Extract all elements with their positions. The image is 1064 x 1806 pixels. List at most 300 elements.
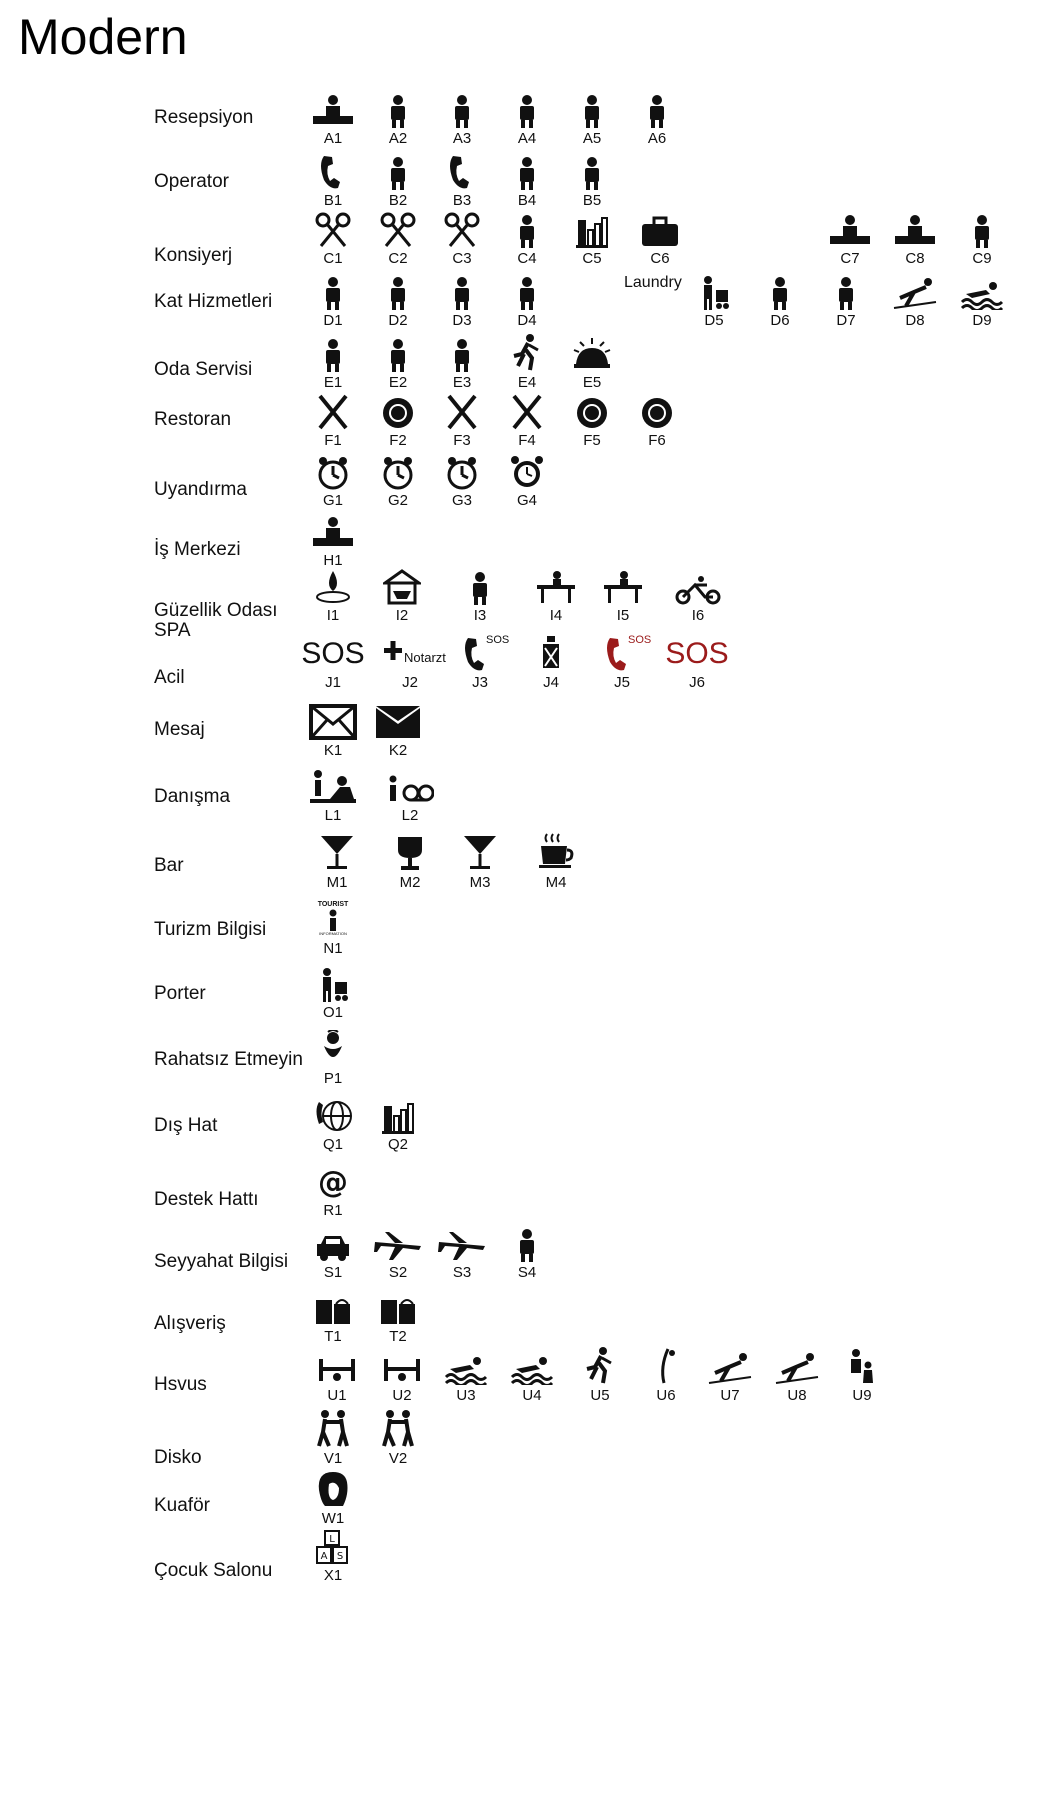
pictogram-icon: [593, 565, 653, 605]
pictogram-code: C8: [905, 250, 925, 267]
pictogram-j3: [450, 632, 510, 691]
pictogram-s4: [497, 1222, 557, 1281]
pictogram-code: U5: [590, 1387, 610, 1404]
pictogram-icon: [303, 898, 363, 938]
pictogram-icon: [627, 88, 687, 128]
pictogram-icon: [368, 450, 428, 490]
category-label: Acil: [154, 667, 185, 688]
pictogram-icon: [562, 88, 622, 128]
pictogram-d1: [303, 270, 363, 329]
pictogram-c7: [820, 208, 880, 267]
pictogram-icon: [303, 1286, 363, 1326]
pictogram-u8: [767, 1345, 827, 1404]
pictogram-code: C7: [840, 250, 860, 267]
pictogram-code: I1: [326, 607, 340, 624]
pictogram-icon: [303, 150, 363, 190]
category-row: [0, 1286, 1064, 1346]
category-label: Turizm Bilgisi: [154, 919, 267, 940]
pictogram-code: F5: [583, 432, 601, 449]
pictogram-c1: [303, 208, 363, 267]
pictogram-icon: [502, 1345, 562, 1385]
pictogram-e1: [303, 332, 363, 391]
pictogram-code: V1: [323, 1450, 343, 1467]
pictogram-icon: [432, 1222, 492, 1262]
pictogram-v2: [368, 1408, 428, 1467]
pictogram-code: D5: [704, 312, 724, 329]
category-row: [0, 1160, 1064, 1220]
pictogram-icon: [497, 88, 557, 128]
pictogram-f1: [303, 390, 363, 449]
pictogram-code: T2: [389, 1328, 407, 1345]
pictogram-q1: [303, 1094, 363, 1153]
pictogram-u9: [832, 1345, 892, 1404]
category-row: [0, 88, 1064, 148]
pictogram-code: J5: [614, 674, 630, 691]
pictogram-icon: [497, 390, 557, 430]
pictogram-i2: [372, 565, 432, 624]
category-row: [0, 450, 1064, 510]
pictogram-u3: [436, 1345, 496, 1404]
pictogram-code: F4: [518, 432, 536, 449]
pictogram-icon: [303, 1094, 363, 1134]
pictogram-code: M1: [326, 874, 348, 891]
pictogram-b5: [562, 150, 622, 209]
pictogram-code: U3: [456, 1387, 476, 1404]
pictogram-icon: [700, 1345, 760, 1385]
pictogram-d7: [816, 270, 876, 329]
category-label: Mesaj: [154, 719, 205, 740]
pictogram-icon: [432, 270, 492, 310]
pictogram-code: X1: [323, 1567, 343, 1584]
pictogram-icon: [820, 208, 880, 248]
category-row: [0, 962, 1064, 1022]
pictogram-c6: [630, 208, 690, 267]
pictogram-e4: [497, 332, 557, 391]
pictogram-icon: [368, 700, 428, 740]
category-row: [0, 1094, 1064, 1154]
pictogram-icon: [303, 1468, 363, 1508]
category-label: Operator: [154, 171, 229, 192]
pictogram-t1: [303, 1286, 363, 1345]
category-row: [0, 1525, 1064, 1585]
pictogram-a4: [497, 88, 557, 147]
pictogram-v1: [303, 1408, 363, 1467]
pictogram-icon: [303, 332, 363, 372]
pictogram-code: T1: [324, 1328, 342, 1345]
pictogram-code: M3: [469, 874, 491, 891]
pictogram-code: U1: [327, 1387, 347, 1404]
pictogram-a2: [368, 88, 428, 147]
pictogram-code: K1: [323, 742, 343, 759]
pictogram-icon: [526, 832, 586, 872]
pictogram-icon: [432, 332, 492, 372]
pictogram-b3: [432, 150, 492, 209]
pictogram-code: E2: [388, 374, 408, 391]
pictogram-icon: [885, 208, 945, 248]
pictogram-icon: [303, 632, 363, 672]
pictogram-icon: [303, 390, 363, 430]
pictogram-j1: [303, 632, 363, 691]
category-label: Kat Hizmetleri: [154, 291, 273, 312]
category-row: [0, 1028, 1064, 1088]
pictogram-icon: [570, 1345, 630, 1385]
pictogram-icon: [627, 390, 687, 430]
pictogram-code: C2: [388, 250, 408, 267]
pictogram-code: L2: [401, 807, 419, 824]
pictogram-code: A4: [517, 130, 537, 147]
pictogram-d2: [368, 270, 428, 329]
pictogram-code: U4: [522, 1387, 542, 1404]
pictogram-icon: [497, 450, 557, 490]
pictogram-code: E3: [452, 374, 472, 391]
svg-text:@: @: [318, 1166, 348, 1200]
category-label: Restoran: [154, 409, 232, 430]
pictogram-icon: [816, 270, 876, 310]
pictogram-icon: [750, 270, 810, 310]
pictogram-m2: [380, 832, 440, 891]
pictogram-d4: [497, 270, 557, 329]
pictogram-h1: [303, 510, 363, 569]
pictogram-icon: [450, 632, 510, 672]
pictogram-c8: [885, 208, 945, 267]
pictogram-code: F6: [648, 432, 666, 449]
category-row: [0, 270, 1064, 330]
category-label: Seyyahat Bilgisi: [154, 1251, 289, 1272]
pictogram-a5: [562, 88, 622, 147]
pictogram-g4: [497, 450, 557, 509]
pictogram-code: J2: [402, 674, 418, 691]
pictogram-code: D6: [770, 312, 790, 329]
pictogram-icon: [368, 208, 428, 248]
pictogram-u6: [636, 1345, 696, 1404]
pictogram-icon: [832, 1345, 892, 1385]
pictogram-code: S4: [517, 1264, 537, 1281]
pictogram-code: C1: [323, 250, 343, 267]
pictogram-icon: [303, 1160, 363, 1200]
category-row: [0, 510, 1064, 570]
svg-text:L: L: [329, 1534, 335, 1545]
category-row: [0, 1408, 1064, 1468]
pictogram-d8: [885, 270, 945, 329]
category-label: Çocuk Salonu: [154, 1560, 273, 1581]
pictogram-code: Q2: [387, 1136, 408, 1153]
category-label: Güzellik Odası SPA: [154, 600, 278, 641]
category-label: Disko: [154, 1447, 202, 1468]
pictogram-p1: [303, 1028, 363, 1087]
pictogram-icon: [303, 1408, 363, 1448]
pictogram-code: B1: [323, 192, 343, 209]
pictogram-code: F2: [389, 432, 407, 449]
pictogram-code: F3: [453, 432, 471, 449]
pictogram-icon: [303, 1222, 363, 1262]
pictogram-d6: [750, 270, 810, 329]
pictogram-j5: [592, 632, 652, 691]
pictogram-i5: [593, 565, 653, 624]
pictogram-code: A3: [452, 130, 472, 147]
pictogram-t2: [368, 1286, 428, 1345]
pictogram-w1: [303, 1468, 363, 1527]
pictogram-icon: [497, 208, 557, 248]
pictogram-icon: [303, 1028, 363, 1068]
pictogram-icon: [380, 632, 446, 672]
pictogram-u7: [700, 1345, 760, 1404]
sos-text: SOS: [301, 637, 365, 670]
pictogram-c2: [368, 208, 428, 267]
pictogram-code: E5: [582, 374, 602, 391]
pictogram-k2: [368, 700, 428, 759]
pictogram-j2: [380, 632, 446, 691]
pictogram-icon: [368, 1094, 428, 1134]
pictogram-icon: [303, 208, 363, 248]
svg-text:A: A: [320, 1551, 328, 1562]
pictogram-icon: [562, 390, 622, 430]
category-label: Konsiyerj: [154, 245, 233, 266]
pictogram-icon: [630, 208, 690, 248]
pictogram-code: B2: [388, 192, 408, 209]
category-row: [0, 208, 1064, 268]
category-label: Resepsiyon: [154, 107, 254, 128]
pictogram-icon: [521, 632, 581, 672]
pictogram-code: E1: [323, 374, 343, 391]
pictogram-e2: [368, 332, 428, 391]
category-label: Alışveriş: [154, 1313, 226, 1334]
pictogram-code: S3: [452, 1264, 472, 1281]
pictogram-l1: [303, 765, 363, 824]
category-row: [0, 632, 1064, 692]
pictogram-code: L1: [324, 807, 342, 824]
pictogram-icon: [303, 700, 363, 740]
pictogram-icon: [432, 208, 492, 248]
pictogram-x1: [303, 1525, 363, 1584]
pictogram-icon: [450, 565, 510, 605]
pictogram-code: G4: [516, 492, 537, 509]
pictogram-code: B5: [582, 192, 602, 209]
pictogram-code: S1: [323, 1264, 343, 1281]
pictogram-code: E4: [517, 374, 537, 391]
pictogram-code: I3: [473, 607, 487, 624]
category-row: [0, 832, 1064, 892]
pictogram-code: D3: [452, 312, 472, 329]
pictogram-icon: [368, 332, 428, 372]
information-text: INFORMATION: [319, 930, 347, 936]
pictogram-code: G2: [387, 492, 408, 509]
pictogram-i4: [526, 565, 586, 624]
laundry-note: Laundry: [624, 274, 682, 291]
category-row: [0, 1222, 1064, 1282]
pictogram-s3: [432, 1222, 492, 1281]
pictogram-icon: [668, 565, 728, 605]
pictogram-s2: [368, 1222, 428, 1281]
pictogram-c9: [952, 208, 1012, 267]
pictogram-code: Q1: [322, 1136, 343, 1153]
category-label: İş Merkezi: [154, 539, 241, 560]
pictogram-code: D9: [972, 312, 992, 329]
category-label: Destek Hattı: [154, 1189, 259, 1210]
pictogram-g1: [303, 450, 363, 509]
category-row: [0, 765, 1064, 825]
category-row: [0, 332, 1064, 392]
category-label: Oda Servisi: [154, 359, 253, 380]
pictogram-j6: [667, 632, 727, 691]
pictogram-f5: [562, 390, 622, 449]
pictogram-code: O1: [322, 1004, 343, 1021]
pictogram-icon: [592, 632, 652, 672]
pictogram-code: F1: [324, 432, 342, 449]
pictogram-code: G1: [322, 492, 343, 509]
pictogram-f4: [497, 390, 557, 449]
pictogram-g2: [368, 450, 428, 509]
pictogram-icon: [368, 150, 428, 190]
pictogram-icon: [303, 1525, 363, 1565]
category-row: [0, 150, 1064, 210]
pictogram-icon: [432, 150, 492, 190]
pictogram-icon: [952, 208, 1012, 248]
pictogram-code: B4: [517, 192, 537, 209]
pictogram-icon: [368, 1408, 428, 1448]
category-label: Bar: [154, 855, 184, 876]
pictogram-icon: [307, 832, 367, 872]
pictogram-code: D2: [388, 312, 408, 329]
pictogram-a3: [432, 88, 492, 147]
category-label: Kuaför: [154, 1495, 210, 1516]
pictogram-s1: [303, 1222, 363, 1281]
pictogram-code: U2: [392, 1387, 412, 1404]
pictogram-o1: [303, 962, 363, 1021]
pictogram-u2: [372, 1345, 432, 1404]
pictogram-code: C3: [452, 250, 472, 267]
pictogram-code: C4: [517, 250, 537, 267]
pictogram-e5: [562, 332, 622, 391]
pictogram-icon: [303, 270, 363, 310]
category-row: [0, 700, 1064, 760]
pictogram-code: J3: [472, 674, 488, 691]
pictogram-icon: [303, 962, 363, 1002]
pictogram-code: B3: [452, 192, 472, 209]
category-label: Rahatsız Etmeyin: [154, 1049, 303, 1070]
category-row: [0, 1345, 1064, 1405]
pictogram-c4: [497, 208, 557, 267]
pictogram-icon: [368, 390, 428, 430]
pictogram-icon: [497, 150, 557, 190]
pictogram-code: U7: [720, 1387, 740, 1404]
pictogram-icon: [497, 332, 557, 372]
pictogram-r1: [303, 1160, 363, 1219]
pictogram-icon: [372, 565, 432, 605]
pictogram-b2: [368, 150, 428, 209]
pictogram-code: P1: [323, 1070, 343, 1087]
pictogram-icon: [432, 390, 492, 430]
category-label: Porter: [154, 983, 206, 1004]
pictogram-code: W1: [321, 1510, 345, 1527]
pictogram-code: D8: [905, 312, 925, 329]
pictogram-icon: [380, 765, 440, 805]
pictogram-code: R1: [323, 1202, 343, 1219]
pictogram-d9: [952, 270, 1012, 329]
pictogram-u4: [502, 1345, 562, 1404]
pictogram-q2: [368, 1094, 428, 1153]
notary-text: Notarzt: [404, 650, 446, 665]
pictogram-icon: [307, 1345, 367, 1385]
pictogram-f2: [368, 390, 428, 449]
pictogram-icon: [303, 88, 363, 128]
pictogram-code: D1: [323, 312, 343, 329]
pictogram-code: A5: [582, 130, 602, 147]
pictogram-code: I6: [691, 607, 705, 624]
pictogram-code: H1: [323, 552, 343, 569]
pictogram-icon: [432, 88, 492, 128]
pictogram-code: N1: [323, 940, 343, 957]
pictogram-i3: [450, 565, 510, 624]
pictogram-icon: [667, 632, 727, 672]
pictogram-f6: [627, 390, 687, 449]
pictogram-c3: [432, 208, 492, 267]
pictogram-m4: [526, 832, 586, 891]
pictogram-code: C9: [972, 250, 992, 267]
pictogram-code: J4: [543, 674, 559, 691]
pictogram-icon: [303, 765, 363, 805]
category-label: Hsvus: [154, 1374, 207, 1395]
pictogram-code: M2: [399, 874, 421, 891]
pictogram-g3: [432, 450, 492, 509]
pictogram-code: C5: [582, 250, 602, 267]
pictogram-code: U8: [787, 1387, 807, 1404]
pictogram-code: U9: [852, 1387, 872, 1404]
pictogram-icon: [885, 270, 945, 310]
pictogram-icon: [562, 150, 622, 190]
sos-text: SOS: [665, 637, 729, 670]
pictogram-icon: [636, 1345, 696, 1385]
pictogram-c5: [562, 208, 622, 267]
pictogram-code: S2: [388, 1264, 408, 1281]
pictogram-icon: [368, 1222, 428, 1262]
pictogram-u1: [307, 1345, 367, 1404]
pictogram-icon: [380, 832, 440, 872]
category-row: [0, 390, 1064, 450]
pictogram-code: A1: [323, 130, 343, 147]
pictogram-icon: [303, 565, 363, 605]
pictogram-icon: [952, 270, 1012, 310]
pictogram-a1: [303, 88, 363, 147]
pictogram-l2: [380, 765, 440, 824]
info-icon: [327, 909, 339, 931]
pictogram-e3: [432, 332, 492, 391]
pictogram-icon: [767, 1345, 827, 1385]
category-label: Dış Hat: [154, 1115, 218, 1136]
page-title: Modern: [18, 9, 188, 65]
pictogram-icon: [432, 450, 492, 490]
pictogram-icon: [497, 1222, 557, 1262]
pictogram-icon: [562, 208, 622, 248]
svg-text:S: S: [336, 1551, 344, 1562]
pictogram-code: M4: [545, 874, 567, 891]
pictogram-code: A6: [647, 130, 667, 147]
pictogram-icon: [368, 270, 428, 310]
pictogram-b4: [497, 150, 557, 209]
pictogram-code: I2: [395, 607, 409, 624]
pictogram-code: I4: [549, 607, 563, 624]
pictogram-code: D4: [517, 312, 537, 329]
pictogram-code: D7: [836, 312, 856, 329]
pictogram-icon: [450, 832, 510, 872]
pictogram-icon: [368, 88, 428, 128]
pictogram-d3: [432, 270, 492, 329]
pictogram-icon: [526, 565, 586, 605]
pictogram-icon: [436, 1345, 496, 1385]
phone-sos-text: SOS: [486, 634, 510, 646]
pictogram-i1: [303, 565, 363, 624]
pictogram-d5: [684, 270, 744, 329]
pictogram-icon: [684, 270, 744, 310]
